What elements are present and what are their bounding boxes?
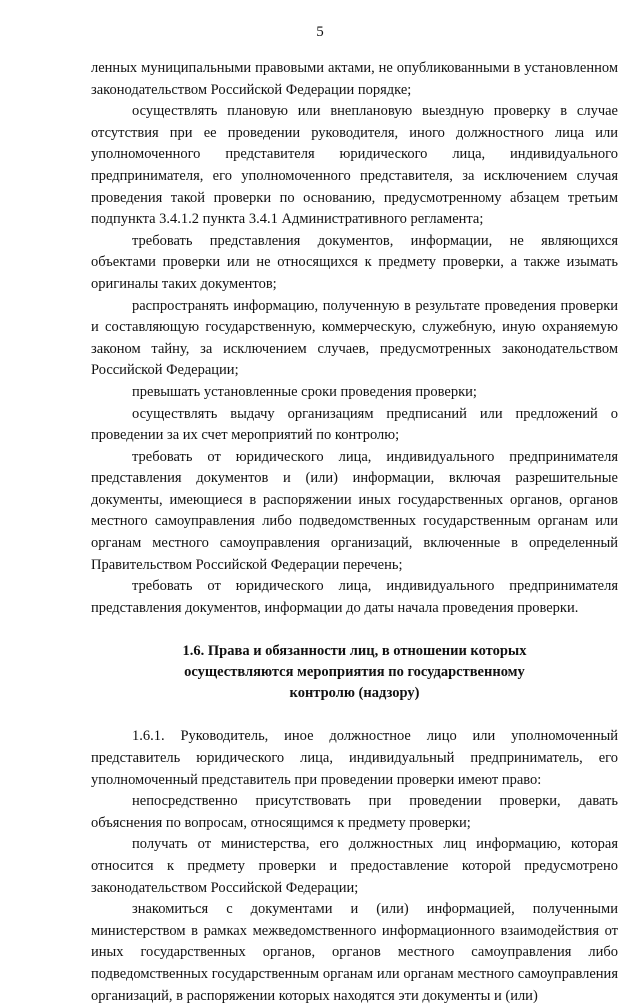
section-heading-line: 1.6. Права и обязанности лиц, в отношении которых	[182, 643, 527, 660]
paragraph: 1.6.1. Руководитель, иное должностное лицо или уполномоченный представитель юридического лица, индивидуальный предприниматель, его уполномоченный представитель при проведении проверки имеют право:	[91, 728, 618, 788]
document-body	[91, 58, 618, 1007]
paragraph: получать от министерства, его должностных лиц информацию, которая относится к предмету проверки и предоставление которой предусмотрено законодательством Российской Федерации;	[91, 836, 618, 896]
paragraph: превышать установленные сроки проведения проверки;	[132, 383, 477, 400]
paragraph: осуществлять плановую или внеплановую выездную проверку в случае отсутствия при ее проведении руководителя, иного должностного лица или уполномоченного представителя юридического лица, индивидуального предпринимателя, его уполномоченного представителя, за исключением случая проведения такой проверки по основанию, предусмотренному абзацем третьим подпункта 3.4.1.2 пункта 3.4.1 Административного регламента;	[91, 103, 618, 228]
page-number: 5	[316, 24, 324, 40]
paragraph: осуществлять выдачу организациям предписаний или предложений о проведении за их счет мероприятий по контролю;	[91, 405, 618, 444]
paragraph: знакомиться с документами и (или) информацией, полученными министерством в рамках межведомственного информационного взаимодействия от иных государственных органов, органов местного самоуправления либо подведомственных государственным органам или органам местного самоуправления организаций, в распоряжении которых находятся эти документы и (или)	[91, 901, 618, 1004]
section-heading-line: контролю (надзору)	[289, 685, 420, 702]
paragraph: требовать представления документов, информации, не являющихся объектами проверки или не относящихся к предмету проверки, а также изымать оригиналы таких документов;	[91, 232, 618, 292]
paragraph: требовать от юридического лица, индивидуального предпринимателя представления документов и (или) информации, включая разрешительные документы, имеющиеся в распоряжении иных государственных органов, органов местного самоуправления либо подведомственных государственным органам или органам местного самоуправления организаций, включенные в определенный Правительством Российской Федерации перечень;	[91, 448, 618, 573]
paragraph: распространять информацию, полученную в результате проведения проверки и составляющую государственную, коммерческую, служебную, иную охраняемую законом тайну, за исключением случаев, предусмотренных законодательством Российской Федерации;	[91, 297, 618, 379]
paragraph: требовать от юридического лица, индивидуального предпринимателя представления документов, информации до даты начала проведения проверки.	[91, 578, 618, 616]
paragraph: непосредственно присутствовать при проведении проверки, давать объяснения по вопросам, относящимся к предмету проверки;	[91, 793, 618, 831]
section-heading-line: осуществляются мероприятия по государственному	[184, 664, 525, 681]
paragraph: ленных муниципальными правовыми актами, не опубликованными в установленном законодательством Российской Федерации порядке;	[91, 60, 618, 98]
section-heading	[91, 641, 618, 704]
